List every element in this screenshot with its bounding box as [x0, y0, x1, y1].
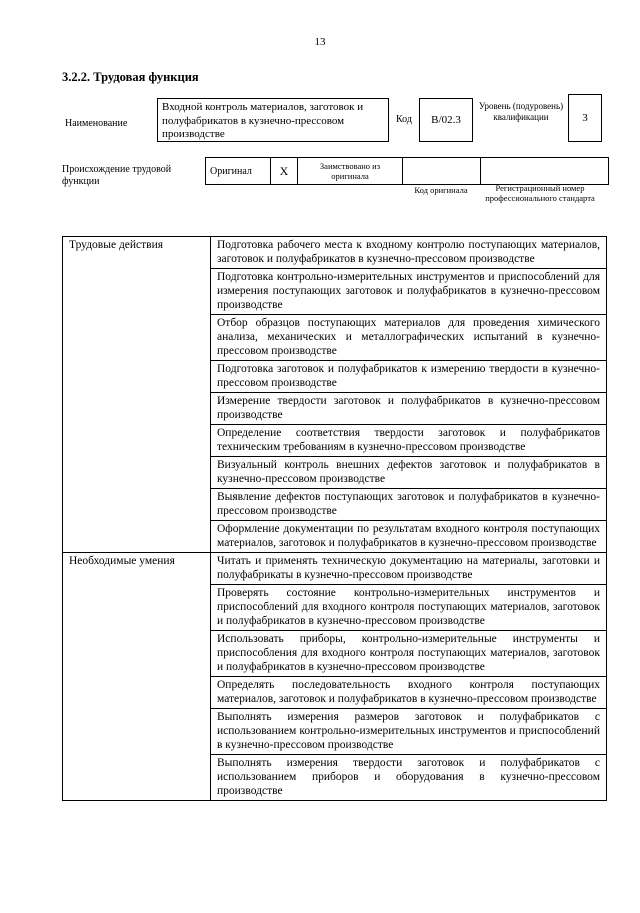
list-item: Выполнять измерения размеров заготовок и полуфабрикатов с использованием контрольно-измерительных инструментов и приспособлений в кузнечно-прессовом производстве: [211, 709, 606, 755]
list-item: Подготовка контрольно-измерительных инструментов и приспособлений для измерения поступающих заготовок и полуфабрикатов в кузнечно-прессовом производстве: [211, 269, 606, 315]
function-name-box: Входной контроль материалов, заготовок и полуфабрикатов в кузнечно-прессовом производстве: [157, 98, 389, 142]
section-items: [211, 553, 607, 801]
list-item: Проверять состояние контрольно-измерительных инструментов и приспособлений для входного контроля поступающих материалов, заготовок и полуфабрикатов в кузнечно-прессовом производстве: [211, 585, 606, 631]
list-item: Выявление дефектов поступающих заготовок и полуфабрикатов в кузнечно-прессовом производстве: [211, 489, 606, 521]
reg-number-label: Регистрационный номер профессионального стандарта: [485, 183, 595, 203]
section-items: [211, 237, 607, 553]
list-item: Подготовка заготовок и полуфабрикатов к измерению твердости в кузнечно-прессовом производстве: [211, 361, 606, 393]
main-table: [62, 236, 607, 801]
list-item: Использовать приборы, контрольно-измерительные инструменты и приспособления для входного контроля поступающих материалов, заготовок и полуфабрикатов в кузнечно-прессовом производстве: [211, 631, 606, 677]
code-label: Код: [396, 114, 412, 125]
list-item: Подготовка рабочего места к входному контролю поступающих материалов, заготовок и полуфабрикатов в кузнечно-прессовом производстве: [211, 237, 606, 269]
level-box: 3: [568, 94, 602, 142]
name-label: Наименование: [65, 118, 128, 129]
list-item: Определение соответствия твердости заготовок и полуфабрикатов техническим требованиям в кузнечно-прессовом производстве: [211, 425, 606, 457]
section-title: 3.2.2. Трудовая функция: [62, 70, 199, 84]
list-item: Оформление документации по результатам входного контроля поступающих материалов, заготовок и полуфабрикатов в кузнечно-прессовом производстве: [217, 523, 600, 549]
list-item: Определять последовательность входного контроля поступающих материалов, заготовок и полуфабрикатов в кузнечно-прессовом производстве: [211, 677, 606, 709]
section-row: [63, 237, 607, 553]
reg-number-cell: [481, 158, 609, 185]
list-item: Отбор образцов поступающих материалов для проведения химического анализа, механических и металлографических испытаний в кузнечно-прессовом производстве: [211, 315, 606, 361]
code-box: B/02.3: [419, 98, 473, 142]
page-number: 13: [314, 36, 326, 48]
code-original-cell: [403, 158, 481, 185]
original-mark: X: [271, 158, 298, 185]
list-item: Измерение твердости заготовок и полуфабрикатов в кузнечно-прессовом производстве: [211, 393, 606, 425]
level-label: Уровень (подуровень) квалификации: [478, 101, 564, 122]
code-original-label: Код оригинала: [414, 185, 468, 195]
list-item: Выполнять измерения твердости заготовок и полуфабрикатов с использованием приборов и оборудования в кузнечно-прессовом производстве: [217, 757, 600, 797]
origin-label: Происхождение трудовой функции: [62, 164, 172, 187]
section-heading: Трудовые действия: [63, 237, 211, 553]
list-item: Визуальный контроль внешних дефектов заготовок и полуфабрикатов в кузнечно-прессовом производстве: [211, 457, 606, 489]
section-heading: Необходимые умения: [63, 553, 211, 801]
list-item: Читать и применять техническую документацию на материалы, заготовки и полуфабрикаты в кузнечно-прессовом производстве: [211, 553, 606, 585]
borrowed-label: Заимствовано из оригинала: [298, 158, 403, 185]
origin-table: [205, 157, 609, 185]
section-row: [63, 553, 607, 801]
original-label: Оригинал: [206, 158, 271, 185]
